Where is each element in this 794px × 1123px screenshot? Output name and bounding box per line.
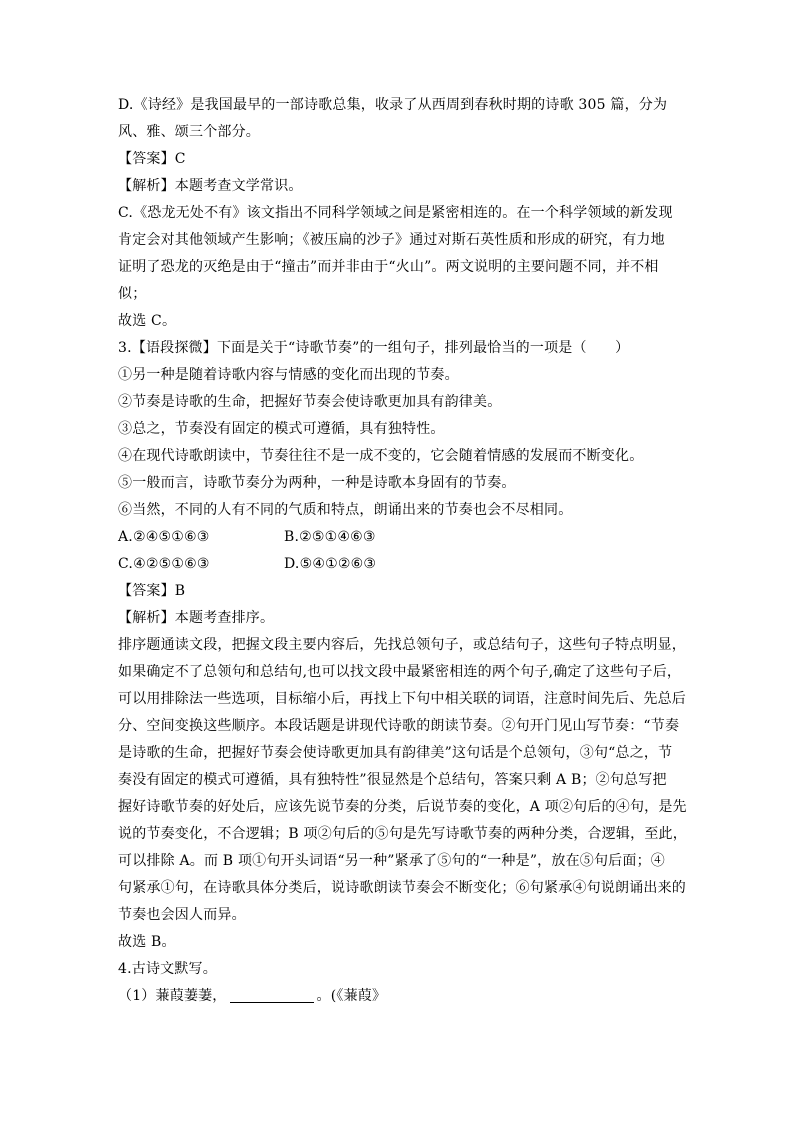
- conclusion-line: 故选 C。: [118, 313, 177, 329]
- text-line: 排序题通读文段，把握文段主要内容后，先找总领句子，或总结句子，这些句子特点明显，: [118, 637, 686, 653]
- sentence-item: ⑥当然，不同的人有不同的气质和特点，朗诵出来的节奏也会不尽相同。: [118, 502, 573, 518]
- text-line: 肯定会对其他领域产生影响；《被压扁的沙子》通过对斯石英性质和形成的研究，有力地: [118, 232, 665, 248]
- sentence-item: ④在现代诗歌朗读中，节奏往往不是一成不变的，它会随着情感的发展而不断变化。: [118, 448, 644, 464]
- text-line: 握好诗歌节奏的好处后，应该先说节奏的分类，后说节奏的变化，A 项②句后的④句，是先: [118, 799, 687, 815]
- fill-suffix: 。(《蒹葭》: [316, 988, 387, 1004]
- text-line: 似；: [118, 286, 147, 302]
- text-line: 证明了恐龙的灭绝是由于“撞击”而并非由于“火山”。两文说明的主要问题不同，并不相: [118, 259, 659, 275]
- text-line: C.《恐龙无处不有》该文指出不同科学领域之间是紧密相连的。在一个科学领域的新发现: [118, 205, 673, 221]
- text-line: 奏没有固定的模式可遵循，具有独特性”很显然是个总结句，答案只剩 A B；②句总写把: [118, 772, 667, 788]
- options-row: [118, 524, 678, 551]
- text-line: 是诗歌的生命，把握好节奏会使诗歌更加具有韵律美”这句话是个总领句，③句“总之，节: [118, 745, 673, 761]
- option-d: D.⑤④①②⑥③: [284, 556, 377, 572]
- text-line: 可以用排除法一些选项，目标缩小后，再找上下句中相关联的词语，注意时间先后、先总后: [118, 691, 686, 707]
- text-line: 句紧承①句，在诗歌具体分类后，说诗歌朗读节奏会不断变化；⑥句紧承④句说朗诵出来的: [118, 880, 686, 896]
- fill-blank-line: [118, 983, 678, 1010]
- document-page: [118, 92, 687, 1010]
- text-line: 如果确定不了总领句和总结句,也可以找文段中最紧密相连的两个句子,确定了这些句子后，: [118, 664, 682, 680]
- analysis-label: 【解析】本题考查文学常识。: [118, 178, 303, 194]
- analysis-label: 【解析】本题考查排序。: [118, 610, 275, 626]
- text-line: D.《诗经》是我国最早的一部诗歌总集，收录了从西周到春秋时期的诗歌 305 篇，分为: [118, 97, 668, 113]
- answer-blank[interactable]: [230, 986, 314, 1003]
- question-3-stem: 3.【语段探微】下面是关于“诗歌节奏”的一组句子，排列最恰当的一项是（ ）: [118, 340, 630, 356]
- fill-prefix: （1）蒹葭萋萋，: [118, 988, 227, 1004]
- option-b: B.②⑤①④⑥③: [284, 529, 376, 545]
- text-line: 风、雅、颂三个部分。: [118, 124, 260, 140]
- answer-label: 【答案】B: [118, 583, 186, 599]
- conclusion-line: 故选 B。: [118, 934, 176, 950]
- sentence-item: ②节奏是诗歌的生命，把握好节奏会使诗歌更加具有韵律美。: [118, 394, 502, 410]
- text-line: 说的节奏变化，不合逻辑；B 项②句后的⑤句是先写诗歌节奏的两种分类，合逻辑，至此，: [118, 826, 687, 842]
- text-line: 节奏也会因人而异。: [118, 907, 246, 923]
- options-row: [118, 551, 678, 578]
- sentence-item: ①另一种是随着诗歌内容与情感的变化而出现的节奏。: [118, 367, 459, 383]
- answer-label: 【答案】C: [118, 151, 186, 167]
- option-a: A.②④⑤①⑥③: [118, 529, 210, 545]
- option-c: C.④②⑤①⑥③: [118, 556, 210, 572]
- sentence-item: ⑤一般而言，诗歌节奏分为两种，一种是诗歌本身固有的节奏。: [118, 475, 516, 491]
- text-line: 可以排除 A。而 B 项①句开头词语“另一种”紧承了⑤句的“一种是”，放在⑤句后面；④: [118, 853, 665, 869]
- sentence-item: ③总之，节奏没有固定的模式可遵循，具有独特性。: [118, 421, 445, 437]
- text-line: 分、空间变换这些顺序。本段话题是讲现代诗歌的朗读节奏。②句开门见山写节奏：“节奏: [118, 718, 680, 734]
- question-4-stem: 4.古诗文默写。: [118, 961, 217, 977]
